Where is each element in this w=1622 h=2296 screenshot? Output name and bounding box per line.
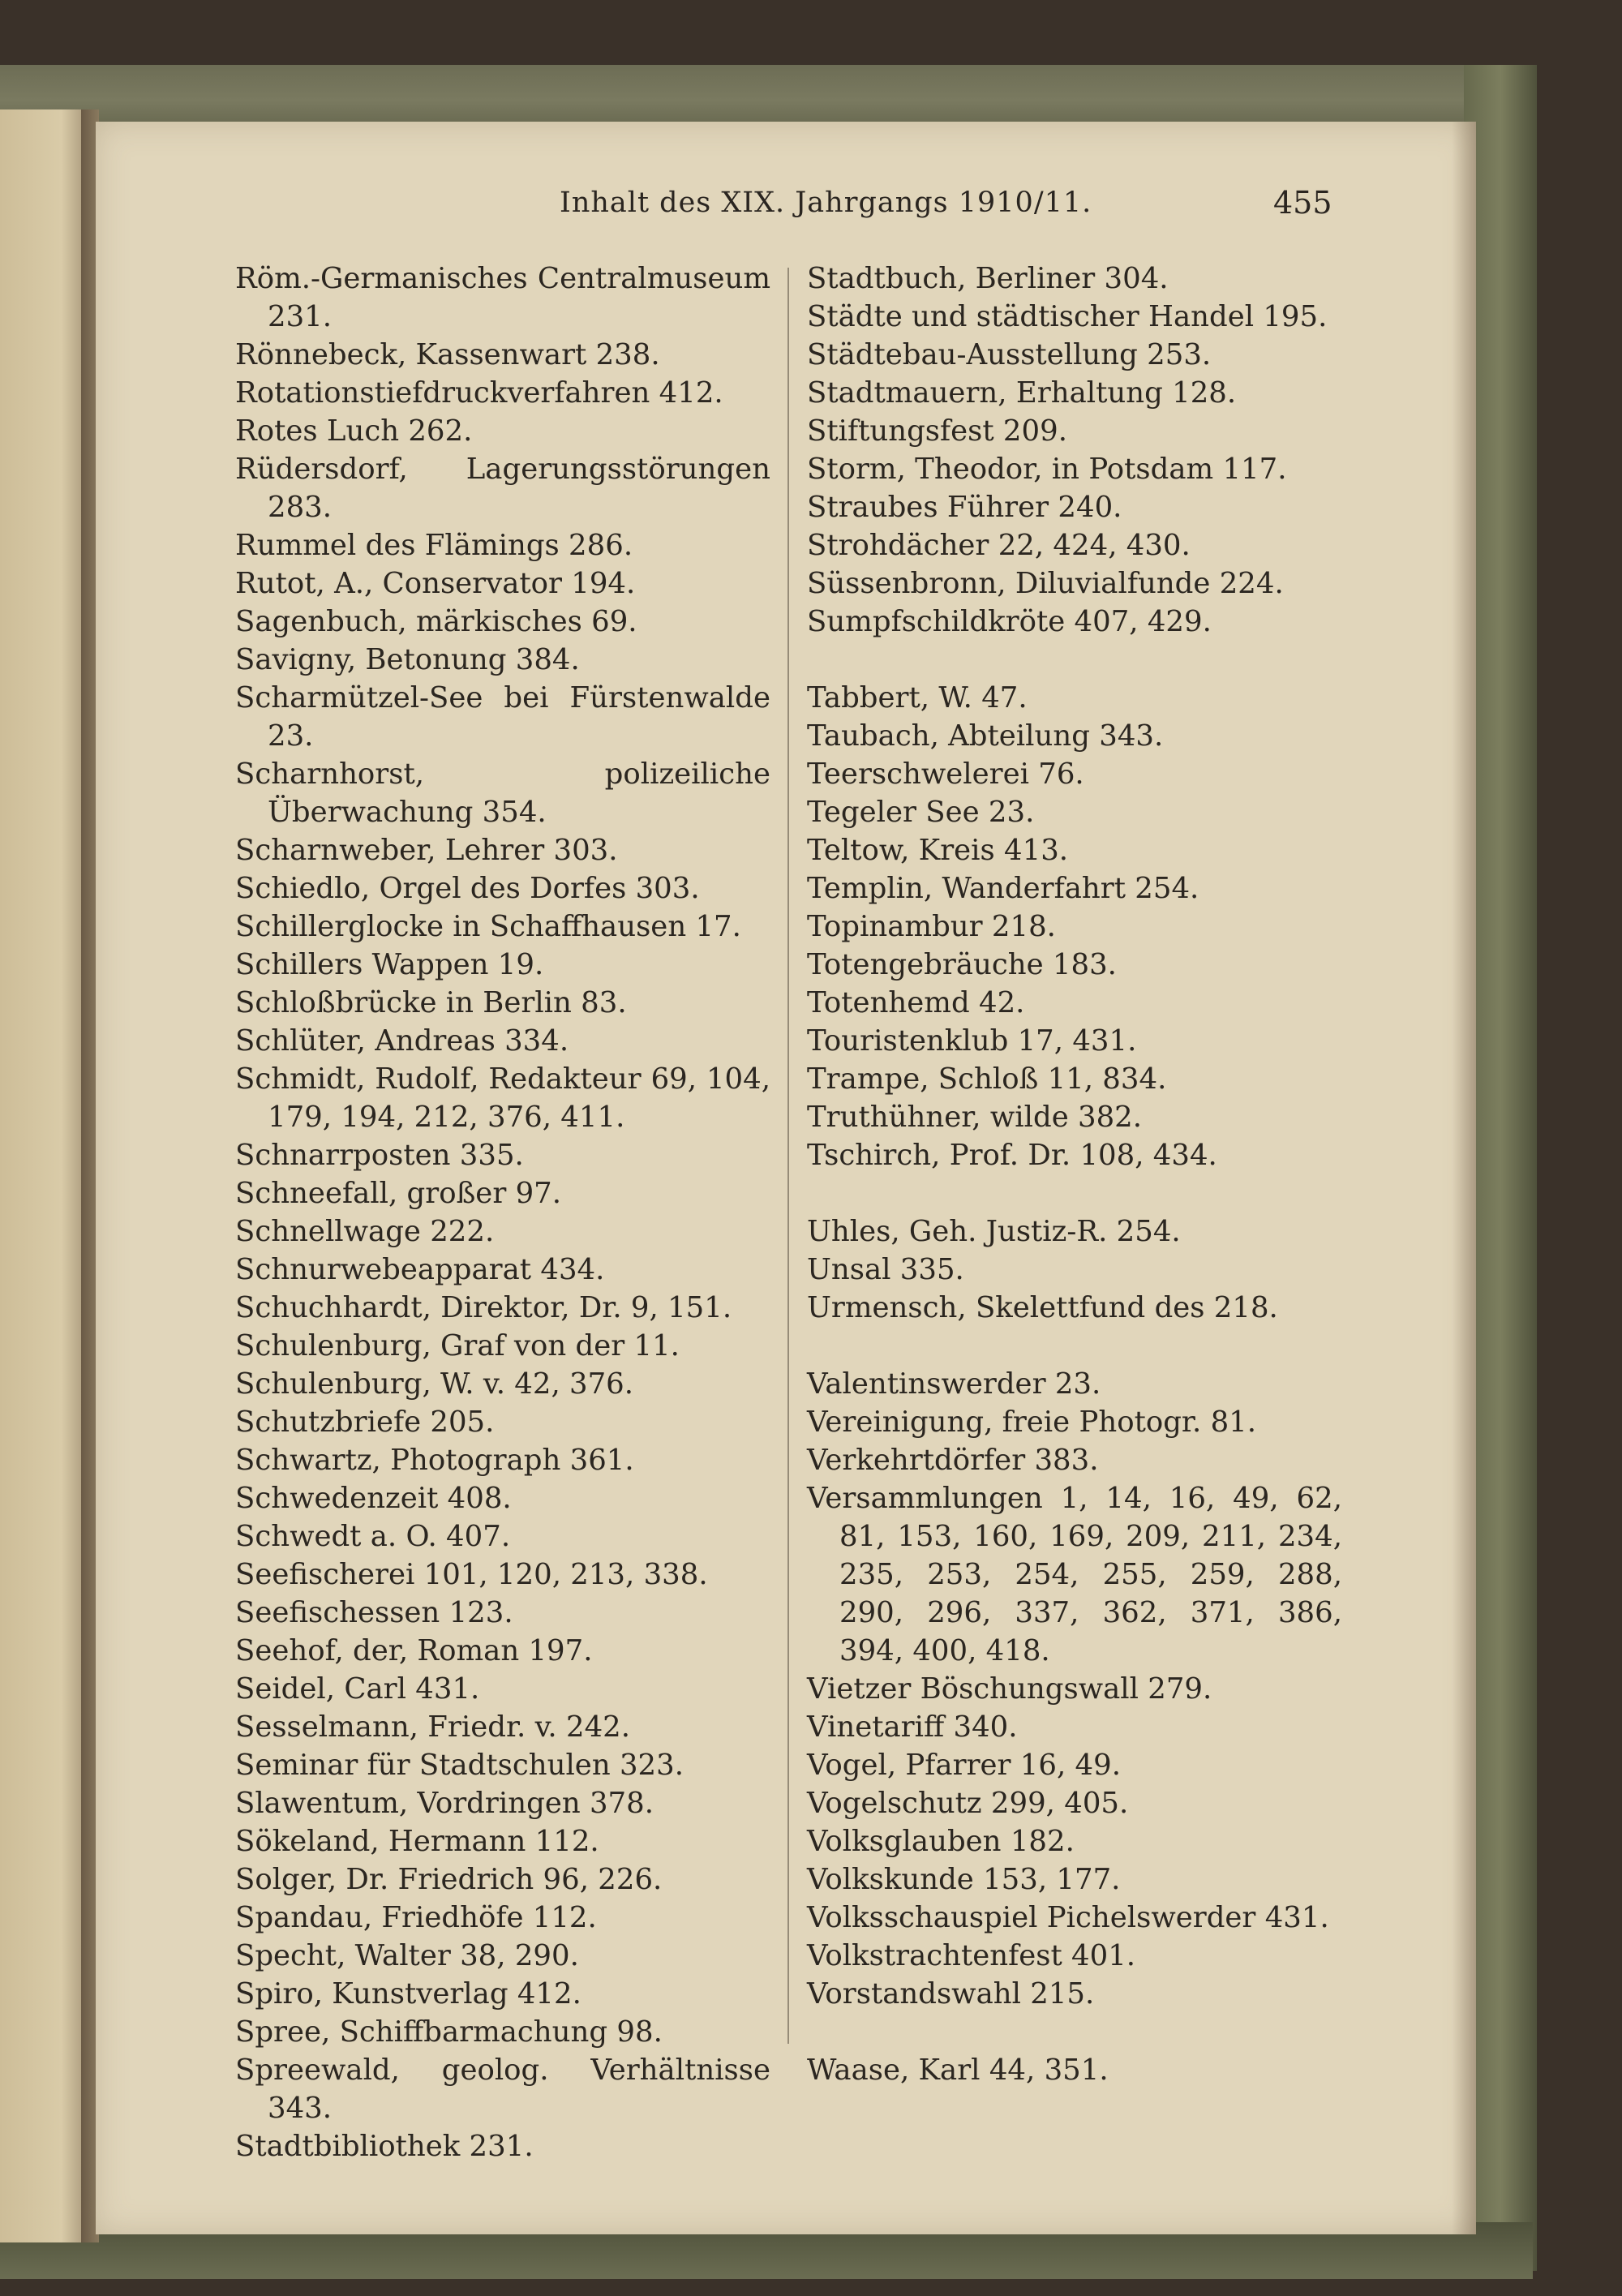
index-entry: Schnurwebeapparat 434.: [235, 1253, 605, 1286]
index-entry: Städtebau-Ausstellung 253.: [807, 338, 1212, 371]
running-title: Inhalt des XIX. Jahrgangs 1910/11.: [560, 187, 1092, 219]
index-entry: Seehof, der, Roman 197.: [235, 1634, 593, 1667]
index-entry: Scharnweber, Lehrer 303.: [235, 834, 618, 867]
index-entry: Solger, Dr. Friedrich 96, 226.: [235, 1863, 663, 1896]
index-entry: Schuchhardt, Direktor, Dr. 9, 151.: [235, 1291, 732, 1324]
index-entry: Sesselmann, Friedr. v. 242.: [235, 1710, 631, 1744]
index-entry: Schwedenzeit 408.: [235, 1482, 512, 1515]
index-entry: Strohdächer 22, 424, 430.: [807, 529, 1191, 562]
index-entry: Schwartz, Photograph 361.: [235, 1444, 634, 1477]
index-column-left: [235, 260, 770, 2165]
index-entry: Urmensch, Skelettfund des 218.: [807, 1291, 1278, 1324]
index-entry: Rummel des Flämings 286.: [235, 529, 633, 562]
index-entry: Stiftungsfest 209.: [807, 414, 1067, 448]
index-entry: Rotes Luch 262.: [235, 414, 473, 448]
column-divider: [787, 268, 789, 2044]
index-entry: Verkehrtdörfer 383.: [807, 1444, 1099, 1477]
index-entry: Volkskunde 153, 177.: [807, 1863, 1121, 1896]
index-entry: Spandau, Friedhöfe 112.: [235, 1901, 597, 1934]
index-entry: Teltow, Kreis 413.: [807, 834, 1069, 867]
index-entry: Schillerglocke in Schaffhausen 17.: [235, 910, 741, 943]
index-entry: Schulenburg, W. v. 42, 376.: [235, 1367, 634, 1401]
index-entry: Specht, Walter 38, 290.: [235, 1939, 579, 1972]
index-entry: Teerschwelerei 76.: [807, 757, 1084, 791]
index-entry: Schutzbriefe 205.: [235, 1405, 495, 1439]
index-column-right: [807, 260, 1342, 2089]
index-entry: Sumpfschildkröte 407, 429.: [807, 605, 1212, 638]
index-entry: Vogelschutz 299, 405.: [807, 1787, 1129, 1820]
index-entry: Stadtbibliothek 231.: [235, 2130, 534, 2163]
index-entry: Storm, Theodor, in Potsdam 117.: [807, 453, 1287, 486]
index-entry: Schneefall, großer 97.: [235, 1177, 562, 1210]
index-entry: Waase, Karl 44, 351.: [807, 2054, 1109, 2087]
index-entry: Volksschauspiel Pichelswerder 431.: [807, 1901, 1329, 1934]
index-entry: Schnarrposten 335.: [235, 1139, 524, 1172]
index-entry: Schnellwage 222.: [235, 1215, 495, 1248]
index-entry: Spiro, Kunstverlag 412.: [235, 1977, 581, 2011]
index-entry: Totengebräuche 183.: [807, 948, 1117, 981]
index-entry: Truthühner, wilde 382.: [807, 1101, 1143, 1134]
facing-page-edge: [0, 109, 88, 2242]
index-entry: Schwedt a. O. 407.: [235, 1520, 511, 1553]
index-entry: Totenhemd 42.: [807, 986, 1025, 1019]
index-entry: Spree, Schiffbarmachung 98.: [235, 2015, 663, 2049]
index-entry: Volksglauben 182.: [807, 1825, 1075, 1858]
index-entry: Vietzer Böschungswall 279.: [807, 1672, 1212, 1706]
index-entry: Seefischessen 123.: [235, 1596, 513, 1629]
index-entry: Tegeler See 23.: [807, 796, 1035, 829]
index-entry: Tschirch, Prof. Dr. 108, 434.: [807, 1139, 1217, 1172]
index-entry: Sagenbuch, märkisches 69.: [235, 605, 637, 638]
index-entry: Spreewald, geolog. Verhältnisse 343.: [235, 2054, 770, 2125]
index-entry: Städte und städtischer Handel 195.: [807, 300, 1328, 333]
index-entry: Unsal 335.: [807, 1253, 964, 1286]
index-entry: Tabbert, W. 47.: [807, 681, 1028, 715]
index-entry: Templin, Wanderfahrt 254.: [807, 872, 1199, 905]
index-entry: Valentinswerder 23.: [807, 1367, 1101, 1401]
index-entry: Trampe, Schloß 11, 834.: [807, 1062, 1167, 1096]
index-entry: Volkstrachtenfest 401.: [807, 1939, 1136, 1972]
index-entry: Schmidt, Rudolf, Redakteur 69, 104, 179, 194, 212, 376, 411.: [235, 1062, 770, 1134]
index-entry: Röm.-Germanisches Centralmuseum 231.: [235, 262, 770, 333]
index-entry: Slawentum, Vordringen 378.: [235, 1787, 654, 1820]
index-entry: Versammlungen 1, 14, 16, 49, 62, 81, 153, 160, 169, 209, 211, 234, 235, 253, 254, 255, 259, 288, 290, 296, 337, 362, 371, 386, 394, 400, 418.: [807, 1482, 1342, 1667]
index-entry: Schiedlo, Orgel des Dorfes 303.: [235, 872, 700, 905]
index-entry: Rönnebeck, Kassenwart 238.: [235, 338, 660, 371]
index-entry: Scharnhorst, polizeiliche Überwachung 354.: [235, 757, 770, 829]
index-entry: Taubach, Abteilung 343.: [807, 719, 1164, 753]
page-edge-shadow: [1452, 122, 1476, 2234]
index-entry: Straubes Führer 240.: [807, 491, 1122, 524]
section-spacer: [807, 641, 1342, 679]
index-entry: Vereinigung, freie Photogr. 81.: [807, 1405, 1257, 1439]
index-entry: Rotationstiefdruckverfahren 412.: [235, 376, 723, 410]
index-entry: Vorstandswahl 215.: [807, 1977, 1095, 2011]
index-entry: Seminar für Stadtschulen 323.: [235, 1749, 684, 1782]
index-entry: Rüdersdorf, Lagerungsstörungen 283.: [235, 453, 770, 524]
index-entry: Uhles, Geh. Justiz-R. 254.: [807, 1215, 1181, 1248]
index-entry: Touristenklub 17, 431.: [807, 1024, 1137, 1058]
index-entry: Schlüter, Andreas 334.: [235, 1024, 569, 1058]
index-entry: Sökeland, Hermann 112.: [235, 1825, 599, 1858]
index-entry: Rutot, A., Conservator 194.: [235, 567, 636, 600]
index-entry: Vogel, Pfarrer 16, 49.: [807, 1749, 1121, 1782]
index-entry: Savigny, Betonung 384.: [235, 643, 580, 676]
index-entry: Scharmützel-See bei Fürstenwalde 23.: [235, 681, 770, 753]
index-entry: Schillers Wappen 19.: [235, 948, 544, 981]
index-entry: Schloßbrücke in Berlin 83.: [235, 986, 627, 1019]
index-entry: Stadtbuch, Berliner 304.: [807, 262, 1169, 295]
index-entry: Vinetariff 340.: [807, 1710, 1018, 1744]
index-entry: Seidel, Carl 431.: [235, 1672, 480, 1706]
index-entry: Stadtmauern, Erhaltung 128.: [807, 376, 1237, 410]
section-spacer: [807, 1174, 1342, 1212]
section-spacer: [807, 2013, 1342, 2051]
index-entry: Süssenbronn, Diluvialfunde 224.: [807, 567, 1284, 600]
page-number: 455: [1273, 185, 1332, 221]
index-entry: Seefischerei 101, 120, 213, 338.: [235, 1558, 708, 1591]
index-entry: Topinambur 218.: [807, 910, 1056, 943]
section-spacer: [807, 1327, 1342, 1365]
index-entry: Schulenburg, Graf von der 11.: [235, 1329, 680, 1363]
